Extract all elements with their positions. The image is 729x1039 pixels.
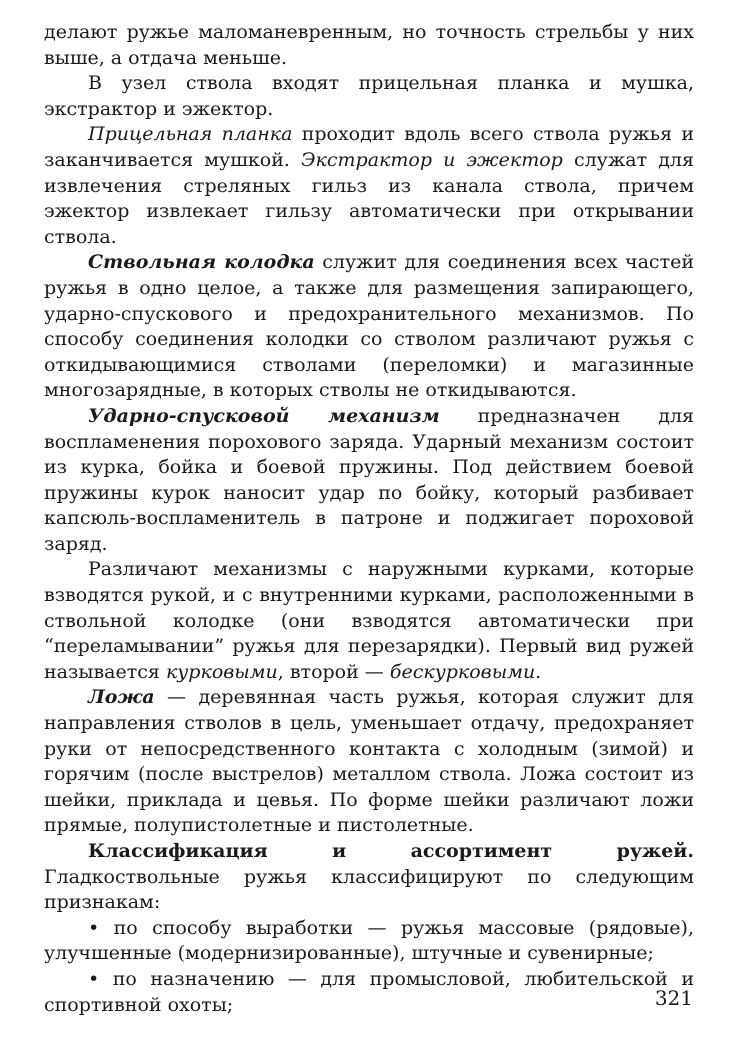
term-hammer: курковыми xyxy=(165,660,278,683)
p8-text: Гладкоствольные ружья классифицируют по следующим признакам: xyxy=(44,865,694,914)
term-extractor-ejector: Экстрактор и эжектор xyxy=(301,148,563,171)
p7-text: — деревянная часть ружья, которая служит для направления стволов в цель, уменьшает отдачу, предохраняет руки от непосредственного контакта с холодным (зимой) и горячим (после выстрелов) металлом ствола. Ложа состоит из шейки, приклада и цевья. По форме шейки различают ложи прямые, полупистолетные и пистолетные. xyxy=(44,686,694,837)
term-firing-mechanism: Ударно-спусковой механизм xyxy=(88,404,440,427)
term-aiming-rib: Прицельная планка xyxy=(88,123,293,146)
p1-text: делают ружье маломаневренным, но точность стрельбы у них выше, а отдача меньше. xyxy=(44,21,694,69)
paragraph-8 xyxy=(44,839,694,916)
section-heading-classification: Классификация и ассортимент ружей. xyxy=(88,840,694,862)
paragraph-6 xyxy=(44,557,694,685)
p10-text: • по назначению — для промысловой, любительской и спортивной охоты; xyxy=(44,967,694,1016)
p3-text-b: служат для извлечения стреляных гильз из канала ствола, причем эжектор извлекает гильзу автоматически при открывании ствола. xyxy=(44,148,694,248)
bullet-item-production xyxy=(44,916,694,967)
p4-text: служит для соединения всех частей ружья в одно целое, а также для размещения запирающего, ударно-спускового и предохранительного механизмов. По способу соединения колодки со стволом различают ружья с откидывающимися стволами (переломки) и магазинные многозарядные, в которых стволы не откидываются. xyxy=(44,251,694,402)
page-number: 321 xyxy=(654,986,693,1010)
p9-text: • по способу выработки — ружья массовые (рядовые), улучшенные (модернизированные), штучные и сувенирные; xyxy=(44,916,694,965)
p6-text-b: , второй — xyxy=(277,660,390,683)
term-hammerless: бескурковыми. xyxy=(389,660,542,683)
paragraph-7 xyxy=(44,685,694,839)
paragraph-1 xyxy=(44,20,694,71)
page-text xyxy=(44,20,694,1018)
paragraph-2 xyxy=(44,71,694,122)
p5-text: предназначен для воспламенения порохового заряда. Ударный механизм состоит из курка, бойка и боевой пружины. Под действием боевой пружины курок наносит удар по бойку, который разбивает капсюль-воспламенитель в патроне и поджигает пороховой заряд. xyxy=(44,404,694,555)
paragraph-5 xyxy=(44,404,694,558)
p3-text-a: проходит вдоль всего ствола ружья и заканчивается мушкой. xyxy=(44,123,694,171)
p6-text-a: Различают механизмы с наружными курками, которые взводятся рукой, и с внутренними курками, расположенными в ствольной колодке (они взводятся автоматически при “переламывании” ружья для перезарядки). Первый вид ружей называется xyxy=(44,558,694,683)
term-stock: Ложа xyxy=(88,686,155,709)
paragraph-4 xyxy=(44,250,694,404)
p2-text: В узел ствола входят прицельная планка и мушка, экстрактор и эжектор. xyxy=(44,72,694,120)
term-receiver: Ствольная колодка xyxy=(88,251,315,274)
paragraph-3 xyxy=(44,122,694,250)
bullet-item-purpose xyxy=(44,967,694,1018)
